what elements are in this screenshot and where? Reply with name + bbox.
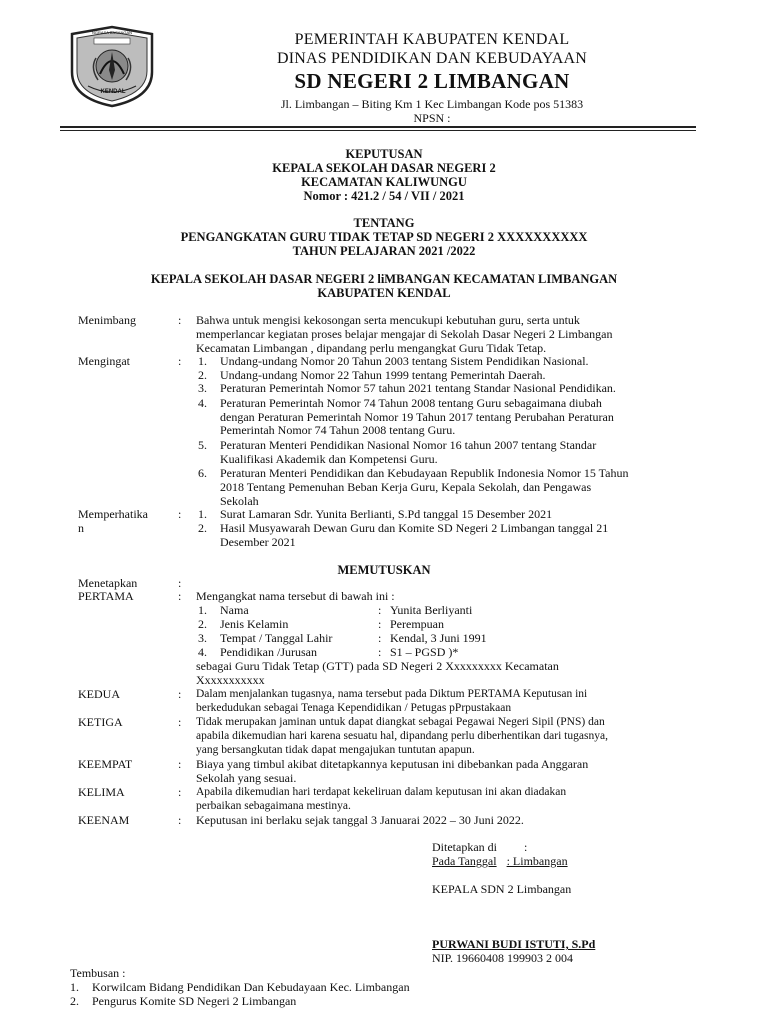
field-number: 3. [198,631,207,645]
tembusan-item-text: Pengurus Komite SD Negeri 2 Limbangan [92,994,297,1008]
menimbang-line: Kecamatan Limbangan , dipandang perlu mengangkat Guru Tidak Tetap. [196,341,547,355]
decree-issuer: KEPALA SEKOLAH DASAR NEGERI 2 [272,161,496,175]
field-value-gender: Perempuan [390,617,444,631]
section-kedua [78,688,698,716]
memperhatikan-colon: : [178,507,182,521]
memperhatikan-item-text: Hasil Musyawarah Dewan Guru dan Komite SD Negeri 2 Limbangan tanggal 21 [220,521,609,535]
tembusan-item-number: 2. [70,994,79,1008]
mengingat-label: Mengingat [78,354,130,368]
mengingat-item-number: 5. [198,438,207,452]
kendal-regency-logo [66,24,158,108]
pertama-intro: Mengangkat nama tersebut di bawah ini : [196,589,395,603]
kelima-colon: : [178,785,182,799]
tembusan-item-number: 1. [70,980,79,994]
kelima-line: perbaikan sebagaimana mestinya. [196,800,351,812]
signature-place-colon: : [524,840,528,854]
memperhatikan-item-number: 1. [198,507,207,521]
ketiga-label: KETIGA [78,715,123,729]
keempat-line: Sekolah yang sesuai. [196,771,297,785]
mengingat-item-text: Peraturan Menteri Pendidikan Nasional Nomor 16 tahun 2007 tentang Standar [220,438,597,452]
signature-name: PURWANI BUDI ISTUTI, S.Pd [432,937,596,951]
mengingat-item-text: Peraturan Pemerintah Nomor 57 tahun 2021 tentang Standar Nasional Pendidikan. [220,381,616,395]
mengingat-item-text: Undang-undang Nomor 20 Tahun 2003 tentang Sistem Pendidikan Nasional. [220,354,589,368]
keempat-line: Biaya yang timbul akibat ditetapkannya keputusan ini dibebankan pada Anggaran [196,757,589,771]
letterhead-school: SD NEGERI 2 LIMBANGAN [294,69,570,93]
logo-top-text: NGRASA BASANGAN [92,30,133,35]
keenam-line: Keputusan ini berlaku sejak tanggal 3 Januarai 2022 – 30 Juni 2022. [196,813,524,827]
menetapkan-colon: : [178,576,182,590]
tembusan-title: Tembusan : [70,966,126,980]
mengingat-item-text: Undang-undang Nomor 22 Tahun 1999 tentang Pemerintah Daerah. [220,368,546,382]
tembusan-item [70,980,670,994]
section-ketiga [78,716,698,758]
kelima-label: KELIMA [78,785,125,799]
memperhatikan-item-text: Surat Lamaran Sdr. Yunita Berlianti, S.Pd tanggal 15 Desember 2021 [220,507,553,521]
signature-date-value: : Limbangan [506,854,568,868]
menimbang-colon: : [178,313,182,327]
letterhead [160,30,704,125]
decree-about-label: TENTANG [353,216,415,230]
mengingat-item-number: 6. [198,466,207,480]
mengingat-item-text: Peraturan Menteri Pendidikan dan Kebudayaan Republik Indonesia Nomor 15 Tahun [220,466,629,480]
letterhead-agency: DINAS PENDIDIKAN DAN KEBUDAYAAN [276,50,588,67]
field-label-gender: Jenis Kelamin [220,617,289,631]
pertama-label: PERTAMA [78,589,134,603]
field-label-birth: Tempat / Tanggal Lahir [220,631,333,645]
section-kelima [78,786,698,814]
field-colon: : [378,631,382,645]
ketiga-line: Tidak merupakan jaminan untuk dapat diangkat sebagai Pegawai Negeri Sipil (PNS) dan [196,716,605,728]
letterhead-address: Jl. Limbangan – Biting Km 1 Kec Limbangan Kode pos 51383 [280,97,584,111]
pertama-closing: sebagai Guru Tidak Tetap (GTT) pada SD Negeri 2 Xxxxxxxxx Kecamatan [196,659,559,673]
section-menimbang [78,314,698,356]
keenam-colon: : [178,813,182,827]
decree-school-year: TAHUN PELAJARAN 2021 /2022 [292,244,476,258]
section-memperhatikan [78,508,698,550]
keempat-colon: : [178,757,182,771]
letterhead-government: PEMERINTAH KABUPATEN KENDAL [294,31,570,48]
field-value-education: S1 – PGSD )* [390,645,459,659]
memperhatikan-item-text: Desember 2021 [220,535,296,549]
keenam-label: KEENAM [78,813,130,827]
logo-caption: KENDAL [100,89,126,95]
keempat-label: KEEMPAT [78,757,133,771]
mengingat-item-number: 1. [198,354,207,368]
mengingat-item-text: Pemerintah Nomor 74 Tahun 2008 tentang Guru. [220,423,456,437]
signature-date-row [432,854,712,868]
decree-title: KEPUTUSAN [345,147,423,161]
field-colon: : [378,617,382,631]
ketiga-line: yang bersangkutan tidak dapat mengajukan tuntutan apapun. [196,744,475,756]
section-pertama [78,590,698,685]
field-label-nama: Nama [220,603,249,617]
field-colon: : [378,645,382,659]
mengingat-item-text: 2018 Tentang Pemenuhan Beban Kerja Guru, Kepala Sekolah, dan Pengawas [220,480,592,494]
memperhatikan-label: Memperhatika [78,507,148,521]
decree-subject: PENGANGKATAN GURU TIDAK TETAP SD NEGERI 2 XXXXXXXXXX [180,230,588,244]
field-label-education: Pendidikan /Jurusan [220,645,317,659]
menimbang-label: Menimbang [78,313,136,327]
decree-number: Nomor : 421.2 / 54 / VII / 2021 [303,189,465,203]
tembusan-item-text: Korwilcam Bidang Pendidikan Dan Kebudayaan Kec. Limbangan [92,980,410,994]
memperhatikan-item-number: 2. [198,521,207,535]
menimbang-line: Bahwa untuk mengisi kekosongan serta mencukupi kebutuhan guru, serta untuk [196,313,580,327]
field-number: 4. [198,645,207,659]
kedua-line: berkedudukan sebagai Tenaga Kependidikan / Petugas pPrpustakaan [196,702,512,714]
field-number: 1. [198,603,207,617]
mengingat-item-text: Sekolah [220,494,259,508]
field-value-birth: Kendal, 3 Juni 1991 [390,631,487,645]
menetapkan-label: Menetapkan [78,576,138,590]
pertama-closing: Xxxxxxxxxxx [196,673,265,687]
mengingat-colon: : [178,354,182,368]
decree-official-line2: KABUPATEN KENDAL [317,286,451,300]
kedua-colon: : [178,687,182,701]
section-keenam [78,814,698,828]
menimbang-line: memperlancar kegiatan proses belajar mengajar di Sekolah Dasar Negeri 2 Limbangan [196,327,613,341]
decree-district: KECAMATAN KALIWUNGU [301,175,467,189]
section-keempat [78,758,698,786]
ketiga-colon: : [178,715,182,729]
field-colon: : [378,603,382,617]
pertama-colon: : [178,589,182,603]
mengingat-item-text: dengan Peraturan Pemerintah Nomor 19 Tahun 2017 tentang Perubahan Peraturan [220,410,614,424]
signature-nip: NIP. 19660408 199903 2 004 [432,951,574,965]
tembusan-item [70,994,670,1008]
kedua-line: Dalam menjalankan tugasnya, nama tersebut pada Diktum PERTAMA Keputusan ini [196,688,588,700]
letterhead-rule-thick [60,126,696,128]
letterhead-npsn: NPSN : [413,111,451,125]
mengingat-item-text: Peraturan Pemerintah Nomor 74 Tahun 2008 tentang Guru sebagaimana diubah [220,396,602,410]
section-mengingat [78,354,698,508]
signature-place-row [432,840,712,854]
mengingat-item-number: 4. [198,396,207,410]
mengingat-item-number: 2. [198,368,207,382]
field-number: 2. [198,617,207,631]
ketiga-line: apabila dikemudian hari karena sesuatu hal, dipandang perlu diberhentikan dari tugasnya, [196,730,608,742]
memutuskan-heading: MEMUTUSKAN [337,563,431,577]
memperhatikan-label-cont: n [78,521,84,535]
signature-place-label: Ditetapkan di [432,840,497,854]
field-value-nama: Yunita Berliyanti [390,603,473,617]
letterhead-rule-thin [60,130,696,131]
signature-date-label: Pada Tanggal [432,854,497,868]
signature-position: KEPALA SDN 2 Limbangan [432,882,572,896]
kelima-line: Apabila dikemudian hari terdapat kekeliruan dalam keputusan ini akan diadakan [196,786,567,798]
kedua-label: KEDUA [78,687,120,701]
decree-official-line1: KEPALA SEKOLAH DASAR NEGERI 2 liMBANGAN KECAMATAN LIMBANGAN [150,272,618,286]
mengingat-item-text: Kualifikasi Akademik dan Kompetensi Guru. [220,452,438,466]
mengingat-item-number: 3. [198,381,207,395]
